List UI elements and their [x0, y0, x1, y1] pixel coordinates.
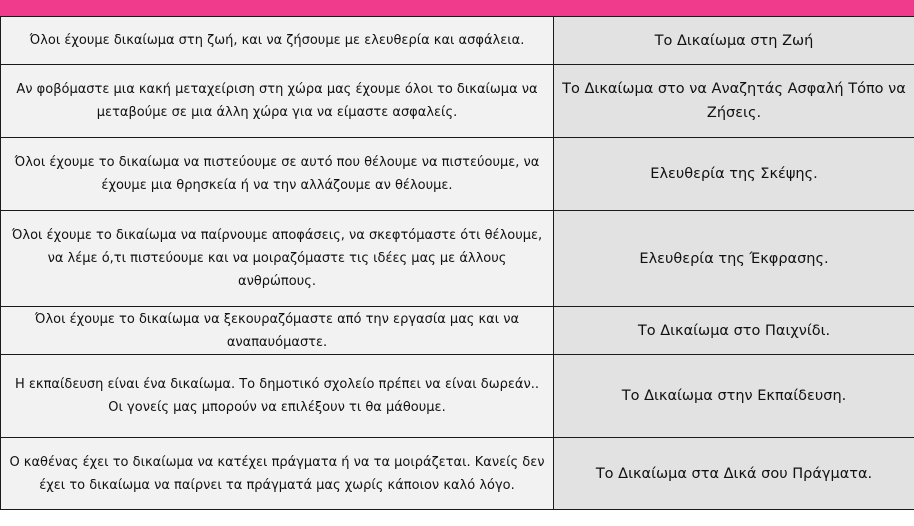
- right-description: Η εκπαίδευση είναι ένα δικαίωμα. Το δημοτικό σχολείο πρέπει να είναι δωρεάν.. Οι γονείς μας μπορούν να επιλέξουν τι θα μάθουμε.: [1, 355, 554, 438]
- table-row: [1, 355, 914, 438]
- right-name: Ελευθερία της Έκφρασης.: [554, 211, 914, 307]
- table-row: [1, 138, 914, 211]
- right-name: Το Δικαίωμα στα Δικά σου Πράγματα.: [554, 438, 914, 510]
- rights-table: [0, 16, 914, 510]
- table-row: [1, 307, 914, 355]
- table-row: [1, 211, 914, 307]
- right-name: Το Δικαίωμα στο να Αναζητάς Ασφαλή Τόπο να Ζήσεις.: [554, 65, 914, 138]
- table-row: [1, 65, 914, 138]
- right-description: Όλοι έχουμε το δικαίωμα να πιστεύουμε σε αυτό που θέλουμε να πιστεύουμε, να έχουμε μια θρησκεία ή να την αλλάζουμε αν θέλουμε.: [1, 138, 554, 211]
- table-row: [1, 438, 914, 510]
- right-description: Όλοι έχουμε το δικαίωμα να ξεκουραζόμαστε από την εργασία μας και να αναπαυόμαστε.: [1, 307, 554, 355]
- top-accent-bar: [0, 0, 914, 16]
- right-name: Το Δικαίωμα στη Ζωή: [554, 17, 914, 65]
- right-description: Όλοι έχουμε δικαίωμα στη ζωή, και να ζήσουμε με ελευθερία και ασφάλεια.: [1, 17, 554, 65]
- right-name: Ελευθερία της Σκέψης.: [554, 138, 914, 211]
- table-row: [1, 17, 914, 65]
- right-name: Το Δικαίωμα στο Παιχνίδι.: [554, 307, 914, 355]
- right-description: Αν φοβόμαστε μια κακή μεταχείριση στη χώρα μας έχουμε όλοι το δικαίωμα να μεταβούμε σε μια άλλη χώρα για να είμαστε ασφαλείς.: [1, 65, 554, 138]
- right-description: Ο καθένας έχει το δικαίωμα να κατέχει πράγματα ή να τα μοιράζεται. Κανείς δεν έχει το δικαίωμα να παίρνει τα πράγματά μας χωρίς κάποιον καλό λόγο.: [1, 438, 554, 510]
- right-name: Το Δικαίωμα στην Εκπαίδευση.: [554, 355, 914, 438]
- right-description: Όλοι έχουμε το δικαίωμα να παίρνουμε αποφάσεις, να σκεφτόμαστε ότι θέλουμε, να λέμε ό,τι πιστεύουμε και να μοιραζόμαστε τις ιδέες μας με άλλους ανθρώπους.: [1, 211, 554, 307]
